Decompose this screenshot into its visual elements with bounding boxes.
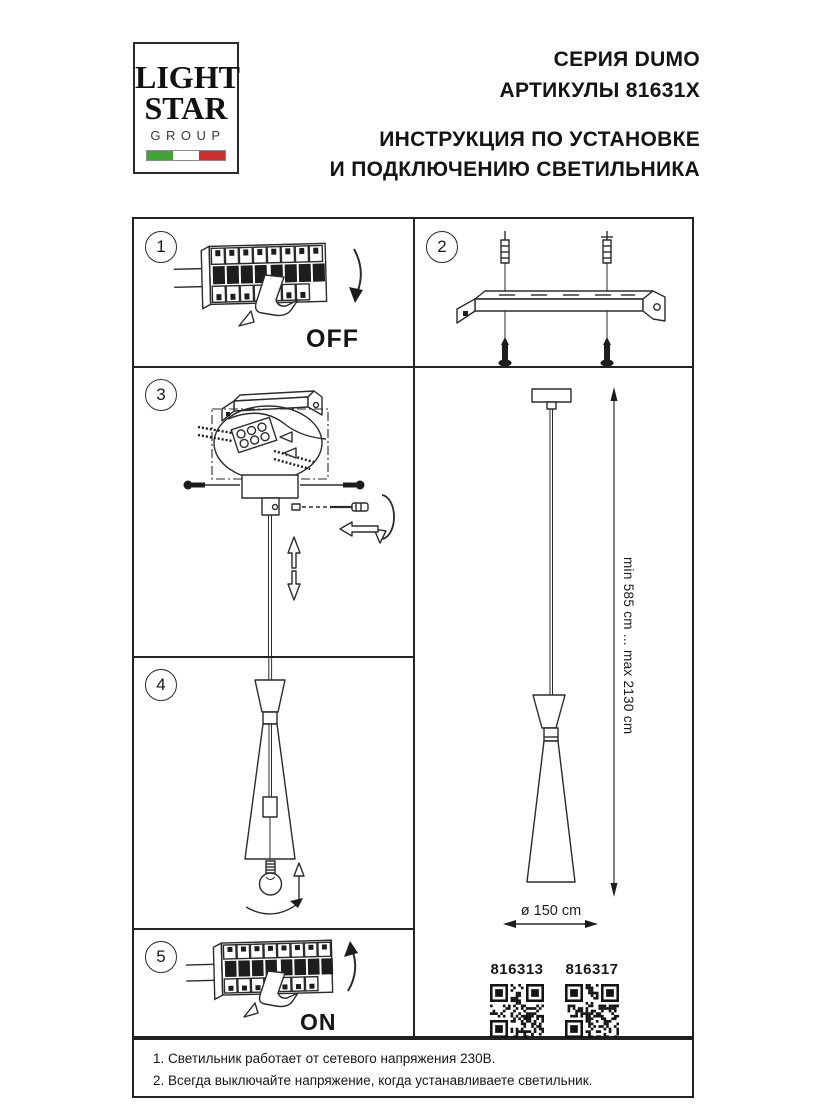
off-label: OFF — [306, 325, 359, 353]
small-arrow-icon — [280, 432, 292, 442]
instruction-title-line2: И ПОДКЛЮЧЕНИЮ СВЕТИЛЬНИКА — [329, 158, 700, 181]
flag-white — [173, 151, 199, 160]
circuit-breaker-on-diagram — [134, 929, 413, 1040]
step-5-panel — [134, 929, 413, 1040]
flag-red — [199, 151, 225, 160]
wall-plug-icon — [501, 231, 509, 263]
step-3-badge: 3 — [145, 379, 177, 411]
side-screw-icon — [300, 481, 365, 490]
light-bulb-icon — [260, 861, 282, 895]
lightstar-logo — [133, 42, 239, 174]
wiring-connection-diagram — [134, 367, 413, 656]
logo-word-star: STAR — [144, 90, 228, 126]
screwdriver-icon — [292, 503, 368, 511]
pendant-shade-icon — [245, 680, 295, 859]
pendant-icon — [527, 389, 575, 882]
article-number-816317: 816317 — [565, 961, 619, 978]
step-1-panel — [134, 219, 413, 366]
diameter-dimension-arrow — [503, 920, 598, 928]
up-arrow-icon — [344, 941, 358, 991]
terminal-block-icon — [231, 417, 276, 452]
up-down-arrows-icon — [288, 537, 300, 600]
series-title: СЕРИЯ DUMO — [553, 48, 700, 71]
step-4-panel — [134, 657, 413, 928]
left-arrow-icon — [340, 522, 378, 536]
up-arrow-icon — [294, 863, 304, 899]
step-2-panel — [415, 219, 696, 366]
article-number-816313: 816313 — [490, 961, 544, 978]
step-3-panel — [134, 367, 413, 656]
shade-and-bulb-diagram — [134, 657, 413, 928]
rotate-arrow-icon — [374, 495, 394, 543]
bracket-icon — [457, 291, 665, 323]
cord-grip-icon — [262, 498, 279, 515]
wall-plug-icon — [601, 231, 613, 263]
pendant-dimensions-diagram — [415, 367, 696, 1040]
step-1-badge: 1 — [145, 231, 177, 263]
header — [330, 44, 700, 185]
safety-notes — [132, 1038, 694, 1098]
step-4-badge: 4 — [145, 669, 177, 701]
instruction-title-line1: ИНСТРУКЦИЯ ПО УСТАНОВКЕ — [379, 128, 700, 151]
qr-code-816313 — [490, 984, 544, 1038]
note-2: 2. Всегда выключайте напряжение, когда устанавливаете светильник. — [153, 1073, 593, 1088]
qr-code-816317 — [565, 984, 619, 1038]
diameter-label: ø 150 cm — [520, 903, 582, 919]
screw-icon — [601, 337, 614, 366]
step-5-badge: 5 — [145, 941, 177, 973]
step-2-badge: 2 — [426, 231, 458, 263]
logo-word-group: GROUP — [150, 128, 226, 143]
canopy-icon — [242, 475, 298, 498]
flag-green — [147, 151, 173, 160]
italian-flag-bar — [146, 150, 226, 161]
down-arrow-icon — [349, 249, 363, 303]
rotate-arrow-icon — [246, 898, 303, 914]
pendant-dimensions-panel — [415, 367, 696, 1040]
height-range-label: min 585 cm ... max 2130 cm — [621, 557, 636, 735]
on-label: ON — [300, 1009, 337, 1035]
articles-title: АРТИКУЛЫ 81631X — [499, 79, 700, 102]
height-dimension-arrow — [611, 387, 618, 897]
side-screw-icon — [184, 481, 241, 490]
steps-grid — [132, 217, 694, 1038]
logo-word-light: LIGHT — [135, 59, 240, 95]
note-1: 1. Светильник работает от сетевого напряжения 230В. — [153, 1051, 496, 1066]
screw-icon — [499, 337, 512, 366]
